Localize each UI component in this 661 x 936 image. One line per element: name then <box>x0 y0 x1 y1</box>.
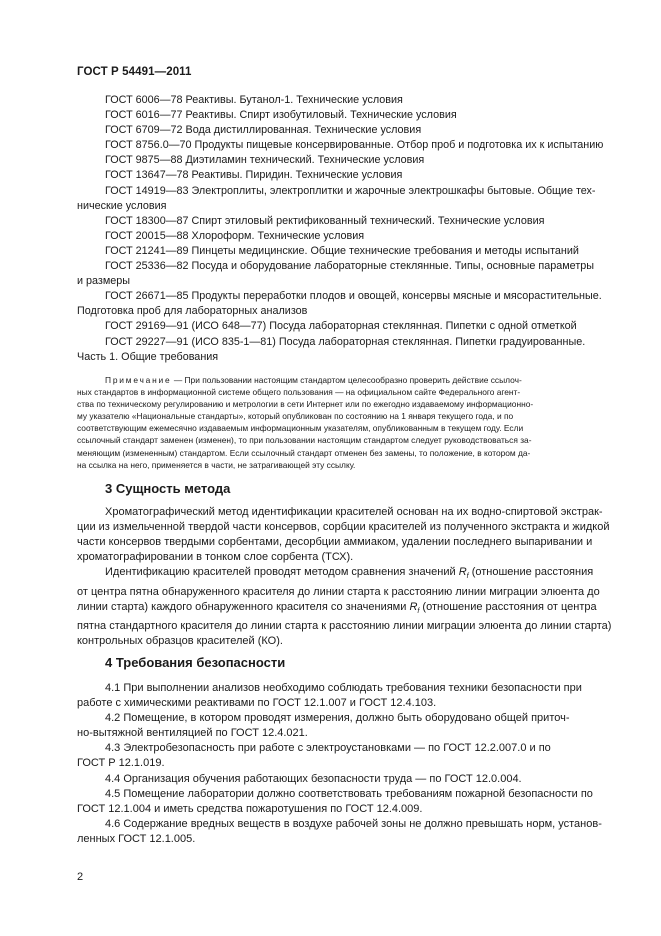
note-line: соответствующим ежемесячно издаваемым информационным указателям, опубликованным в текущем году. Если <box>77 423 524 434</box>
note-line: ства по техническому регулированию и метрологии в сети Интернет или по ежегодно издаваемому информационно- <box>77 399 534 410</box>
reference-item: ГОСТ 18300—87 Спирт этиловый ректификованный технический. Технические условия <box>105 214 545 227</box>
paragraph-line: Идентификацию красителей проводят методом сравнения значений $R_f$ (отношение расстояния <box>105 566 594 581</box>
paragraph-line: 4.5 Помещение лаборатории должно соответствовать требованиям пожарной безопасности по <box>105 787 593 800</box>
paragraph-line: работе с химическими реактивами по ГОСТ 12.1.007 и ГОСТ 12.4.103. <box>77 697 437 710</box>
note-line: ссылочный стандарт заменен (изменен), то при пользовании настоящим стандартом следует руководствоваться за- <box>77 435 532 446</box>
page-number: 2 <box>77 871 84 883</box>
reference-item: ГОСТ 6006—78 Реактивы. Бутанол-1. Технические условия <box>105 94 403 106</box>
paragraph-line: ГОСТ 12.1.004 и иметь средства пожаротушения по ГОСТ 12.4.009. <box>77 802 423 815</box>
paragraph-line: контрольных образцов красителей (КО). <box>77 635 283 648</box>
rf-symbol: $R_f$ <box>409 600 420 615</box>
reference-item: ГОСТ 20015—88 Хлороформ. Технические условия <box>105 229 365 242</box>
section-3-body <box>77 505 613 649</box>
reference-item: ГОСТ 14919—83 Электроплиты, электроплитки и жарочные электрошкафы бытовые. Общие тех- <box>105 184 596 197</box>
note-line: Примечание — При пользовании настоящим стандартом целесообразно проверить действие ссылоч- <box>105 375 522 385</box>
paragraph-line: 4.4 Организация обучения работающих безопасности труда — по ГОСТ 12.0.004. <box>105 772 522 785</box>
paragraph-line: линии старта) каждого обнаруженного красителя со значениями $R_f$ (отношение расстояния от центра <box>77 600 597 615</box>
note-line: му указателю «Национальные стандарты», который опубликован по состоянию на 1 января текущего года, и по <box>77 411 514 422</box>
note-block <box>77 374 613 471</box>
rf-symbol: $R_f$ <box>458 566 469 581</box>
section-4-body <box>77 681 613 847</box>
paragraph-line: но-вытяжной вентиляцией по ГОСТ 12.4.021. <box>77 727 308 740</box>
reference-item: ГОСТ 29169—91 (ИСО 648—77) Посуда лабораторная стеклянная. Пипетки с одной отметкой <box>105 320 577 333</box>
reference-item: ГОСТ 25336—82 Посуда и оборудование лабораторные стеклянные. Типы, основные параметры <box>105 260 595 273</box>
reference-item-continuation: и размеры <box>77 275 131 288</box>
reference-item: ГОСТ 6016—77 Реактивы. Спирт изобутиловый. Технические условия <box>105 109 457 122</box>
section-4-title: 4 Требования безопасности <box>105 655 286 670</box>
paragraph-line: хроматографировании в тонком слое сорбента (ТСХ). <box>77 551 354 564</box>
document-header: ГОСТ Р 54491—2011 <box>77 66 192 78</box>
paragraph-line: 4.2 Помещение, в котором проводят измерения, должно быть оборудовано общей приточ- <box>105 712 570 725</box>
note-line: на ссылка на него, применяется в части, не затрагивающей эту ссылку. <box>77 459 356 470</box>
reference-item: ГОСТ 21241—89 Пинцеты медицинские. Общие технические требования и методы испытаний <box>105 244 579 257</box>
paragraph-line: ленных ГОСТ 12.1.005. <box>77 832 196 845</box>
note-line: ных стандартов в информационной системе общего пользования — на официальном сайте Федерального агент- <box>77 387 521 398</box>
note-label: Примечание <box>105 375 172 385</box>
section-3-title: 3 Сущность метода <box>105 481 231 496</box>
paragraph-line: ГОСТ Р 12.1.019. <box>77 757 165 770</box>
note-line: меняющим (измененным) стандартом. Если ссылочный стандарт отменен без замены, то положение, в котором да- <box>77 447 531 458</box>
paragraph-line: пятна стандартного красителя до линии старта к расстоянию линии миграции элюента до линии старта) <box>77 620 612 633</box>
paragraph-line: ции из измельченной твердой части консервов, сорбции красителей из полученного экстракта и жидкой <box>77 521 610 534</box>
reference-item: ГОСТ 26671—85 Продукты переработки плодов и овощей, консервы мясные и мясорастительные. <box>105 290 602 303</box>
paragraph-line: Хроматографический метод идентификации красителей основан на их водно-спиртовой экстрак- <box>105 506 603 518</box>
normative-references-list <box>77 93 613 365</box>
reference-item: ГОСТ 29227—91 (ИСО 835-1—81) Посуда лабораторная стеклянная. Пипетки градуированные. <box>105 335 586 348</box>
paragraph-line: 4.3 Электробезопасность при работе с электроустановками — по ГОСТ 12.2.007.0 и по <box>105 742 551 755</box>
paragraph-line: от центра пятна обнаруженного красителя до линии старта к расстоянию линии миграции элюента до <box>77 585 600 598</box>
reference-item: ГОСТ 6709—72 Вода дистиллированная. Технические условия <box>105 124 422 137</box>
paragraph-line: 4.1 При выполнении анализов необходимо соблюдать требования техники безопасности при <box>105 682 582 694</box>
paragraph-line: части консервов твердыми сорбентами, десорбции аммиаком, удалении последнего выпаривании и <box>77 536 593 549</box>
reference-item: ГОСТ 13647—78 Реактивы. Пиридин. Технические условия <box>105 169 403 182</box>
paragraph-line: 4.6 Содержание вредных веществ в воздухе рабочей зоны не должно превышать норм, установ- <box>105 817 602 830</box>
reference-item: ГОСТ 8756.0—70 Продукты пищевые консервированные. Отбор проб и подготовка их к испытанию <box>105 139 604 152</box>
reference-item-continuation: Часть 1. Общие требования <box>77 350 219 363</box>
reference-item-continuation: Подготовка проб для лабораторных анализов <box>77 305 308 318</box>
reference-item-continuation: нические условия <box>77 199 167 212</box>
reference-item: ГОСТ 9875—88 Диэтиламин технический. Технические условия <box>105 154 425 167</box>
